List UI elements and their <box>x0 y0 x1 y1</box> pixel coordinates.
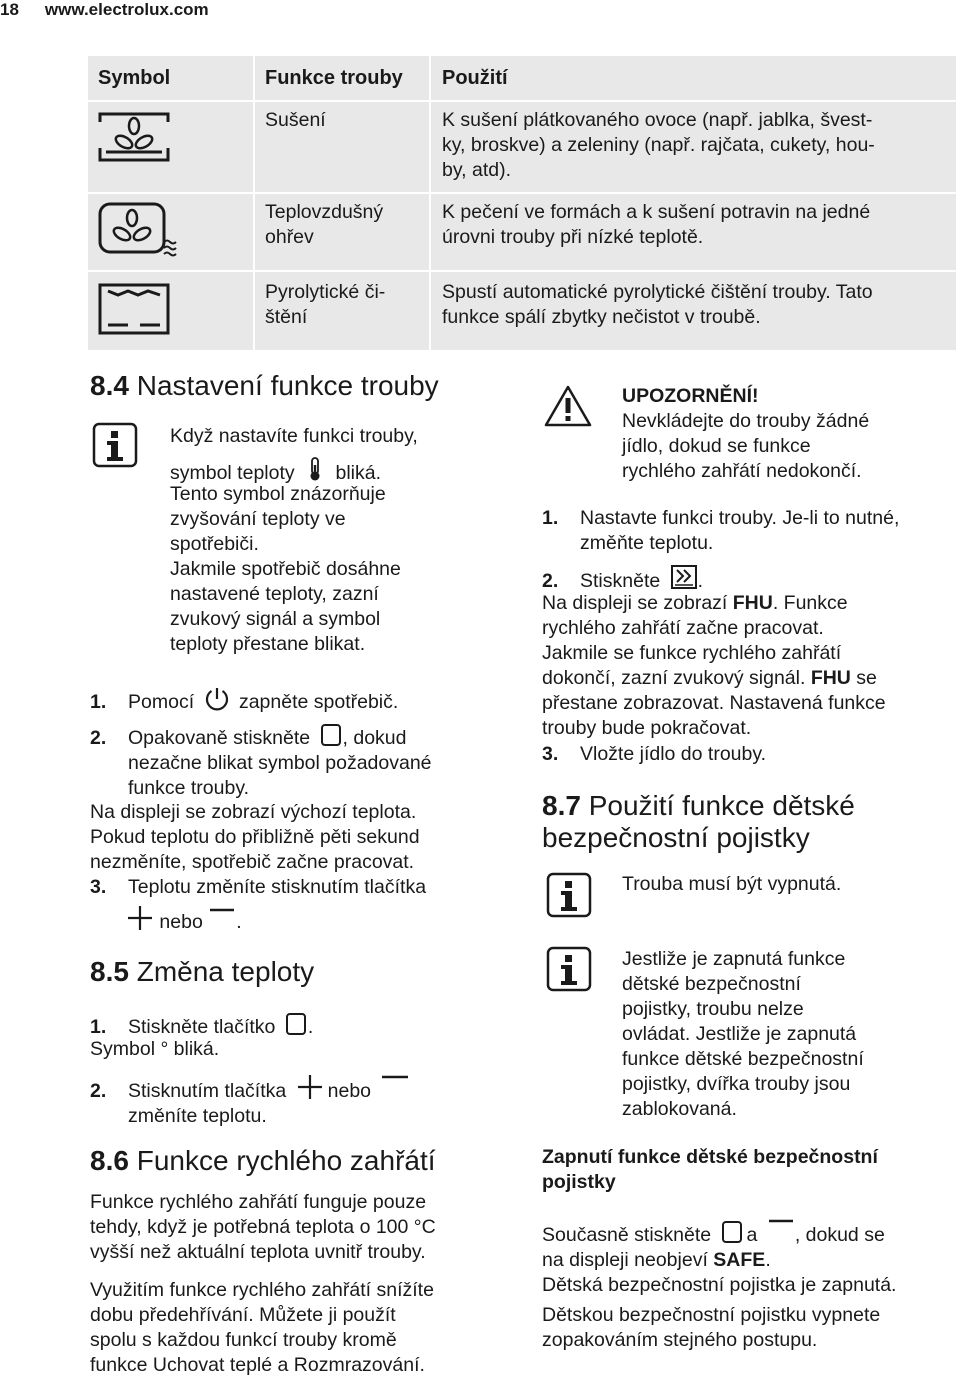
fast-heat-icon <box>670 564 698 590</box>
plus-icon <box>126 904 154 932</box>
step-2: 2. Opakovaně stiskněte , dokud nezačne blikat symbol požadované funkce trouby. <box>90 723 432 801</box>
pyrolytic-cleaning-icon <box>98 281 170 337</box>
info-text-continued: Tento symbol znázorňuje zvyšování teploty ve spotřebiči. Jakmile spotřebič dosáhne nastavené teploty, zazní zvukový signál a symbol teploty přestane blikat. <box>170 483 401 655</box>
function-usage: K sušení plátkovaného ovoce (např. jablka, švest- ky, broskve) a zeleniny (např. rajčata, cukety, hou- by, atd). <box>442 109 875 181</box>
step-2: 2. Stiskněte . <box>542 564 703 594</box>
step-2: 2. Stisknutím tlačítka nebo změníte teplotu. <box>90 1071 410 1129</box>
info-icon <box>92 422 138 468</box>
section-heading-8-6: 8.6 Funkce rychlého zahřátí <box>90 1145 436 1176</box>
info-text: Trouba musí být vypnutá. <box>622 873 842 895</box>
plus-icon <box>296 1073 324 1101</box>
minus-icon <box>767 1215 795 1235</box>
thermometer-icon <box>306 457 324 481</box>
column-header-usage: Použití <box>442 67 508 89</box>
step-3: 3. Teplotu změníte stisknutím tlačítka <box>90 876 427 898</box>
oven-functions-table <box>88 56 956 350</box>
power-icon <box>204 686 230 712</box>
step-1: 1. Stiskněte tlačítko . <box>90 1012 313 1040</box>
section-heading-8-5: 8.5 Změna teploty <box>90 956 315 987</box>
table-header <box>88 56 956 102</box>
site-url: www.electrolux.com <box>44 0 209 19</box>
fan-heating-icon <box>98 202 180 260</box>
section-heading-8-7: 8.7 Použití funkce dětské bezpečnostní pojistky <box>542 790 855 853</box>
function-usage: Spustí automatické pyrolytické čištění trouby. Tato funkce spálí zbytky nečistot v troubě. <box>442 281 873 328</box>
paragraph: Funkce rychlého zahřátí funguje pouze tehdy, když je potřebná teplota o 100 °C vyšší než aktuální teplota uvnitř trouby. <box>90 1191 436 1263</box>
subsection-title: Zapnutí funkce dětské bezpečnostní pojistky <box>542 1146 878 1193</box>
function-name: Sušení <box>265 109 326 131</box>
function-button-icon <box>320 723 342 747</box>
info-text: Když nastavíte funkci trouby, <box>170 425 418 447</box>
warning-box: UPOZORNĚNÍ! Nevkládejte do trouby žádné jídlo, dokud se funkce rychlého zahřátí nedokončí. <box>622 385 870 482</box>
function-name: Teplovzdušný ohřev <box>265 201 384 248</box>
fast-heat-description: Na displeji se zobrazí FHU. Funkce rychlého zahřátí začne pracovat. Jakmile se funkce rychlého zahřátí dokončí, zazní zvukový signál. FHU se přestane zobrazovat. Nastavená funkce trouby bude pokračovat. <box>542 592 886 739</box>
info-text: symbol teploty bliká. <box>170 457 381 486</box>
function-name: Pyrolytické či- štění <box>265 281 386 328</box>
function-button-icon <box>285 1012 307 1036</box>
warning-icon <box>544 384 592 428</box>
page-number: 18 <box>0 0 19 19</box>
step-1: 1. Nastavte funkci trouby. Je-li to nutné, změňte teplotu. <box>542 507 900 554</box>
column-header-symbol: Symbol <box>98 67 171 89</box>
warning-title: UPOZORNĚNÍ! <box>622 385 759 407</box>
column-header-function: Funkce trouby <box>265 67 403 89</box>
section-heading-8-4: 8.4 Nastavení funkce trouby <box>90 370 439 401</box>
note-text: Na displeji se zobrazí výchozí teplota. Pokud teplotu do přibližně pěti sekund nezměníte, spotřebič začne pracovat. <box>90 801 420 873</box>
minus-icon <box>208 904 236 924</box>
child-lock-off: Dětskou bezpečnostní pojistku vypnete zopakováním stejného postupu. <box>542 1304 881 1351</box>
info-icon <box>546 872 592 918</box>
step-1: 1. Pomocí zapněte spotřebič. <box>90 686 398 715</box>
paragraph: Využitím funkce rychlého zahřátí snížíte dobu předehřívání. Můžete ji použít spolu s každou funkcí trouby kromě funkce Uchovat teplé a Rozmrazování. <box>90 1279 434 1376</box>
step-3-buttons: nebo . <box>126 904 242 935</box>
child-lock-instructions: Současně stiskněte a , dokud se na displeji neobjeví SAFE. Dětská bezpečnostní pojistka je zapnutá. <box>542 1215 896 1298</box>
blink-note: Symbol ° bliká. <box>90 1038 220 1060</box>
page-header <box>0 0 209 22</box>
drying-fan-icon <box>98 110 170 164</box>
function-button-icon <box>721 1220 743 1244</box>
info-text: Jestliže je zapnutá funkce dětské bezpečnostní pojistky, troubu nelze ovládat. Jestliže je zapnutá funkce dětské bezpečnostní pojistky, dvířka trouby jsou zablokovaná. <box>622 948 864 1120</box>
minus-icon <box>380 1071 410 1091</box>
function-usage: K pečení ve formách a k sušení potravin na jedné úrovni trouby při nízké teplotě. <box>442 201 871 248</box>
step-3: 3. Vložte jídlo do trouby. <box>542 743 767 765</box>
info-icon <box>546 946 592 992</box>
